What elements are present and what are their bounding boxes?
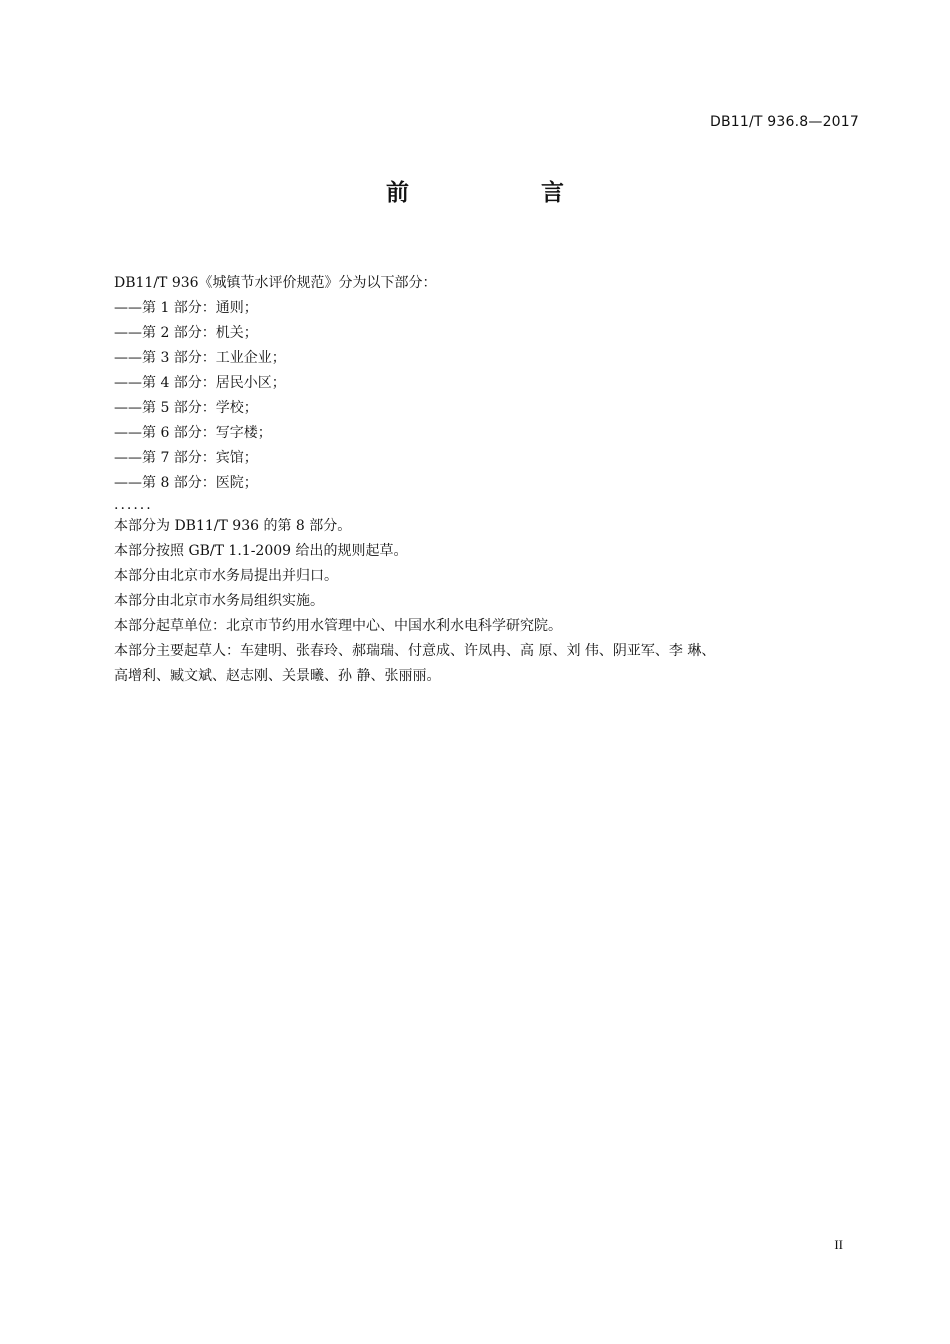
page-number: II — [834, 1237, 843, 1252]
statement-drafters-line-2: 高增利、臧文斌、赵志刚、关景曦、孙 静、张丽丽。 — [114, 668, 441, 684]
statement-part-number: 本部分为 DB11/T 936 的第 8 部分。 — [114, 518, 352, 534]
part-item-6: ——第 6 部分：写字楼； — [114, 425, 272, 441]
part-item-5: ——第 5 部分：学校； — [114, 400, 258, 416]
part-item-4: ——第 4 部分：居民小区； — [114, 375, 286, 391]
part-item-3: ——第 3 部分：工业企业； — [114, 350, 286, 366]
preface-body — [114, 271, 860, 689]
statement-proposer: 本部分由北京市水务局提出并归口。 — [114, 568, 338, 584]
document-code: DB11/T 936.8—2017 — [709, 114, 859, 130]
part-item-8: ——第 8 部分：医院； — [114, 475, 258, 491]
part-item-1: ——第 1 部分：通则； — [114, 300, 258, 316]
part-item-7: ——第 7 部分：宾馆； — [114, 450, 258, 466]
part-item-2: ——第 2 部分：机关； — [114, 325, 258, 341]
statement-drafting-rules: 本部分按照 GB/T 1.1-2009 给出的规则起草。 — [114, 543, 408, 559]
intro-text: DB11/T 936《城镇节水评价规范》分为以下部分： — [114, 275, 437, 291]
statement-drafters-line-1: 本部分主要起草人：车建明、张春玲、郝瑞瑞、付意成、许凤冉、高 原、刘 伟、阴亚军、李 琳、 — [114, 643, 716, 659]
ellipsis: ...... — [114, 497, 153, 513]
page-title: 前 言 — [385, 180, 626, 206]
statement-drafting-units: 本部分起草单位：北京市节约用水管理中心、中国水利水电科学研究院。 — [114, 618, 562, 634]
statement-implementer: 本部分由北京市水务局组织实施。 — [114, 593, 324, 609]
